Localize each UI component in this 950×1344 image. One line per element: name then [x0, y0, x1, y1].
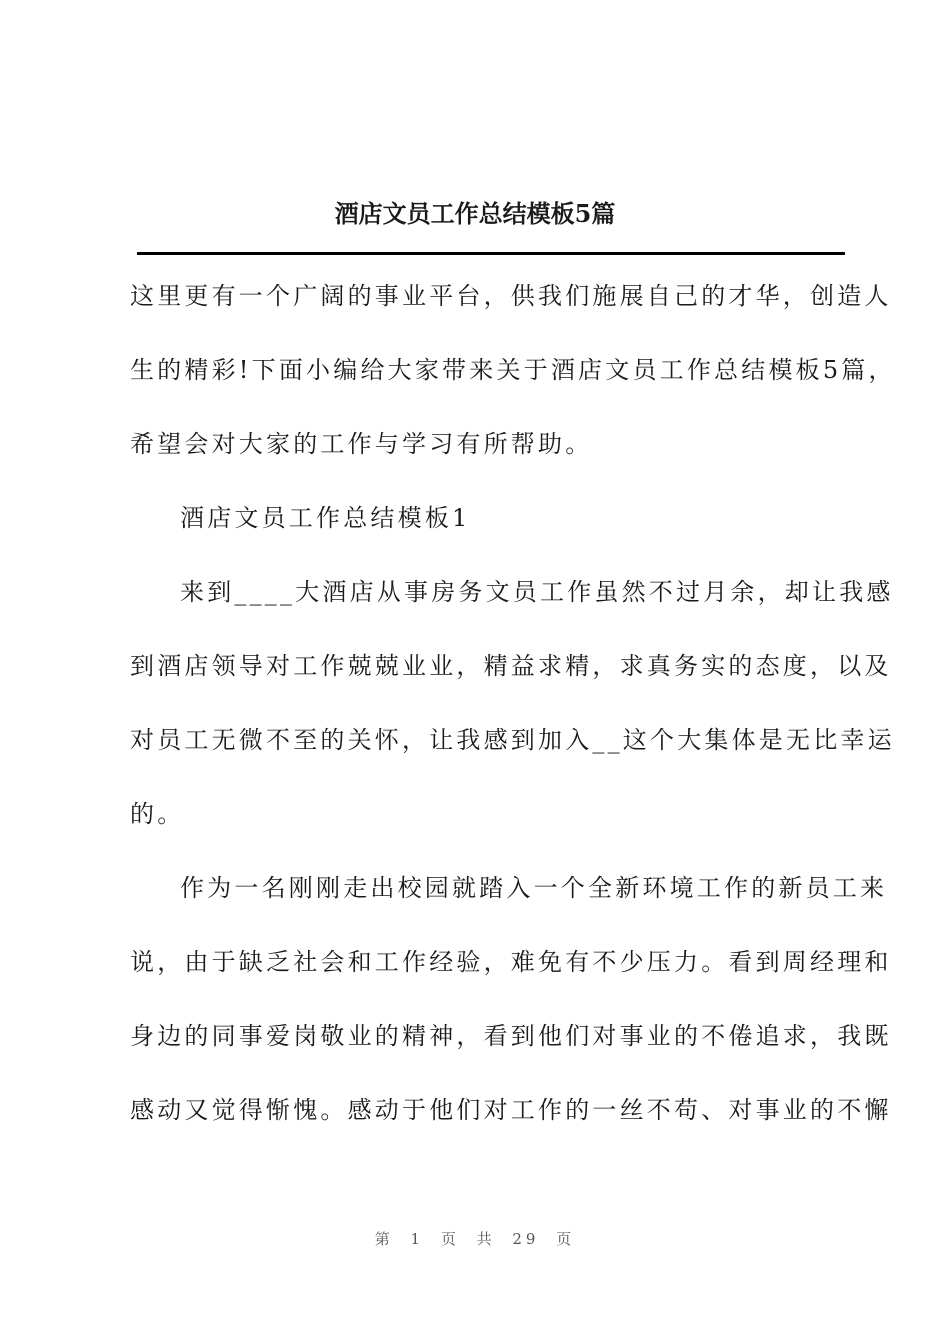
paragraph-line: 生的精彩!下面小编给大家带来关于酒店文员工作总结模板5篇，: [130, 356, 896, 384]
page-number-footer: 第 1 页 共 29 页: [374, 1230, 576, 1248]
paragraph-line: 作为一名刚刚走出校园就踏入一个全新环境工作的新员工来: [180, 874, 888, 902]
paragraph-line: 希望会对大家的工作与学习有所帮助。: [130, 430, 593, 458]
paragraph-line: 来到____大酒店从事房务文员工作虽然不过月余，却让我感: [180, 578, 894, 606]
section-heading: 酒店文员工作总结模板1: [180, 504, 471, 532]
paragraph-line: 感动又觉得惭愧。感动于他们对工作的一丝不苟、对事业的不懈: [130, 1096, 892, 1124]
paragraph-line: 说，由于缺乏社会和工作经验，难免有不少压力。看到周经理和: [130, 948, 892, 976]
title-underline: [137, 252, 845, 255]
document-title: 酒店文员工作总结模板5篇: [334, 199, 616, 228]
paragraph-line: 到酒店领导对工作兢兢业业，精益求精，求真务实的态度，以及: [130, 652, 892, 680]
paragraph-line: 这里更有一个广阔的事业平台，供我们施展自己的才华，创造人: [130, 282, 892, 310]
paragraph-line: 对员工无微不至的关怀，让我感到加入__这个大集体是无比幸运: [130, 726, 895, 754]
paragraph-line: 身边的同事爱岗敬业的精神，看到他们对事业的不倦追求，我既: [130, 1022, 892, 1050]
paragraph-line: 的。: [130, 800, 185, 828]
